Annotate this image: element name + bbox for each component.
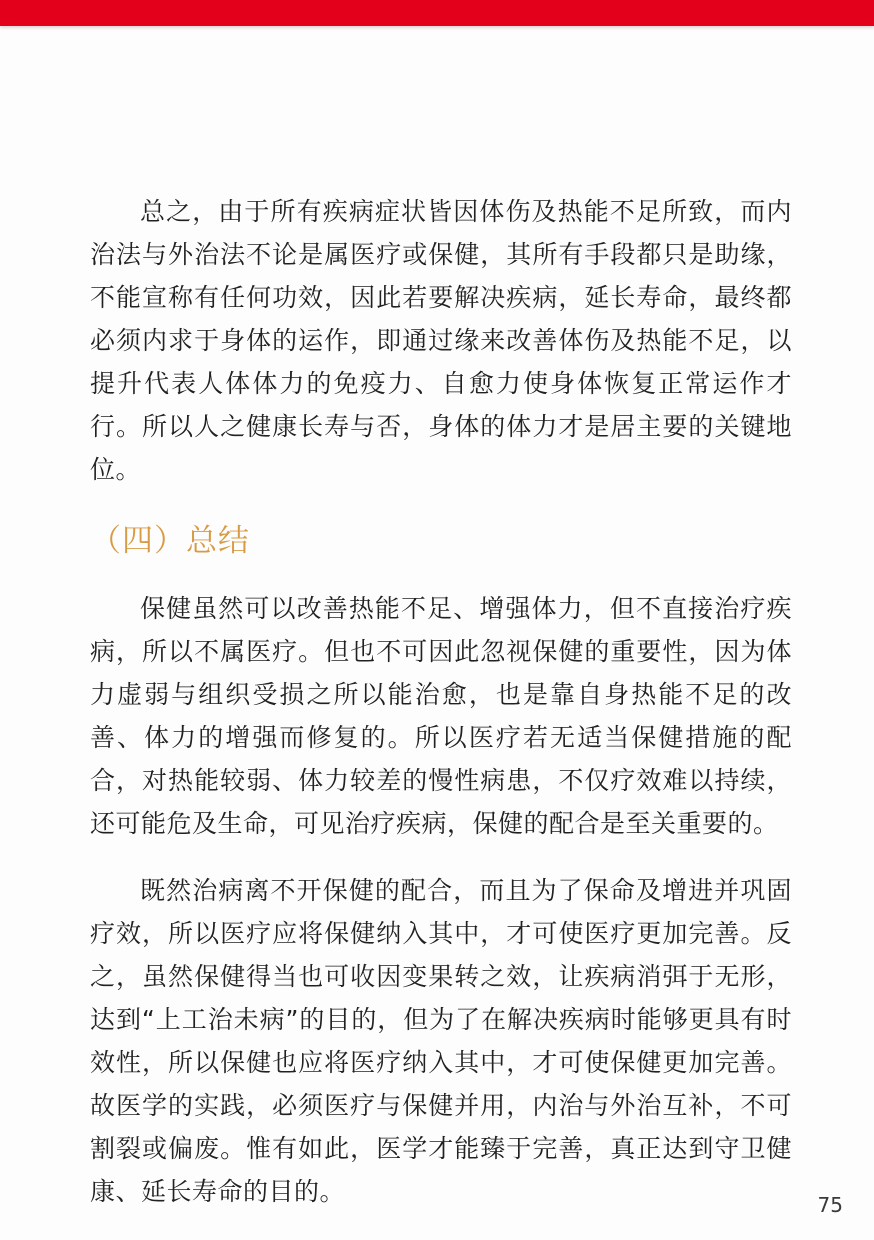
page-content [0,26,874,1237]
page-number: 75 [817,1193,843,1217]
paragraph-medical-healthcare-integration: 既然治病离不开保健的配合，而且为了保命及增进并巩固疗效，所以医疗应将保健纳入其中，才可使医疗更加完善。反之，虽然保健得当也可收因变果转之效，让疾病消弭于无形，达到“上工治未病”的目的，但为了在解决疾病时能够更具有时效性，所以保健也应将医疗纳入其中，才可使保健更加完善。故医学的实践，必须医疗与保健并用，内治与外治互补，不可割裂或偏废。惟有如此，医学才能臻于完善，真正达到守卫健康、延长寿命的目的。 [90,876,792,1206]
paragraph-healthcare-role: 保健虽然可以改善热能不足、增强体力，但不直接治疗疾病，所以不属医疗。但也不可因此忽视保健的重要性，因为体力虚弱与组织受损之所以能治愈，也是靠自身热能不足的改善、体力的增强而修复的。所以医疗若无适当保健措施的配合，对热能较弱、体力较差的慢性病患，不仅疗效难以持续，还可能危及生命，可见治疗疾病，保健的配合是至关重要的。 [90,594,792,838]
section-heading-four-summary: （四）总结 [90,523,250,559]
paragraph-summary-intro: 总之，由于所有疾病症状皆因体伤及热能不足所致，而内治法与外治法不论是属医疗或保健，其所有手段都只是助缘，不能宣称有任何功效，因此若要解决疾病，延长寿命，最终都必须内求于身体的运作，即通过缘来改善体伤及热能不足，以提升代表人体体力的免疫力、自愈力使身体恢复正常运作才行。所以人之健康长寿与否，身体的体力才是居主要的关键地位。 [90,197,792,484]
top-red-bar [0,0,874,26]
